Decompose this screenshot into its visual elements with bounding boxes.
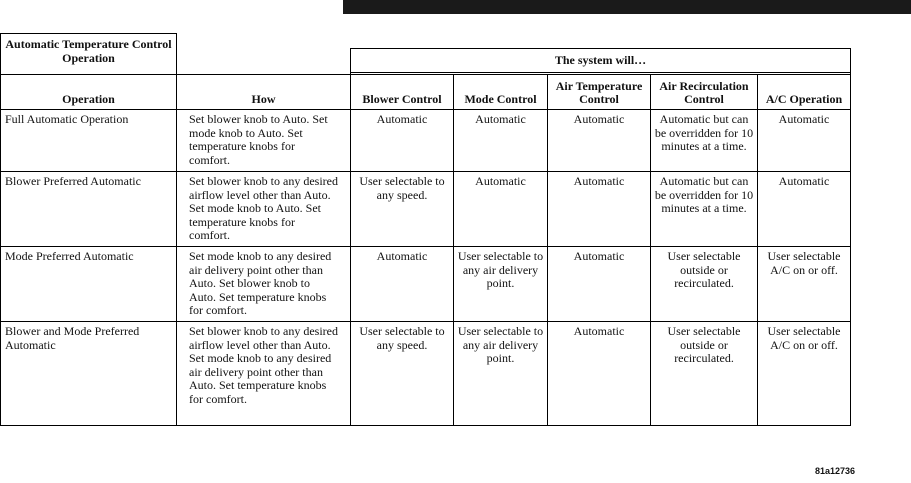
col-header-mode-control: Mode Control <box>454 75 548 110</box>
cell-air-recirculation-control: Automatic but can be overridden for 10 minutes at a time. <box>651 110 758 172</box>
cell-operation: Blower Preferred Automatic <box>1 172 177 247</box>
cell-air-recirculation-control: User selectable outside or recirculated. <box>651 247 758 322</box>
cell-ac-operation: Automatic <box>758 172 851 247</box>
cell-mode-control: Automatic <box>454 110 548 172</box>
table-row <box>1 110 851 172</box>
col-header-ac-operation: A/C Operation <box>758 75 851 110</box>
cell-air-temperature-control: Automatic <box>548 322 651 426</box>
table-row <box>1 322 851 426</box>
cell-operation: Blower and Mode Preferred Automatic <box>1 322 177 426</box>
table-row <box>1 247 851 322</box>
header-bar <box>343 0 911 14</box>
cell-operation: Mode Preferred Automatic <box>1 247 177 322</box>
cell-operation: Full Automatic Operation <box>1 110 177 172</box>
table-row <box>1 172 851 247</box>
col-header-how: How <box>177 75 351 110</box>
col-header-operation: Operation <box>1 75 177 110</box>
cell-ac-operation: Automatic <box>758 110 851 172</box>
col-header-air-temperature-control: Air Temperature Control <box>548 75 651 110</box>
cell-air-temperature-control: Automatic <box>548 172 651 247</box>
cell-how: Set blower knob to Auto. Set mode knob to Auto. Set temperature knobs for comfort. <box>177 110 351 172</box>
figure-code: 81a12736 <box>814 466 855 476</box>
cell-mode-control: User selectable to any air delivery point. <box>454 247 548 322</box>
cell-how: Set mode knob to any desired air delivery point other than Auto. Set blower knob to Auto. Set temperature knobs for comfort. <box>177 247 351 322</box>
cell-how: Set blower knob to any desired airflow level other than Auto. Set mode knob to Auto. Set temperature knobs for comfort. <box>177 172 351 247</box>
cell-air-temperature-control: Automatic <box>548 110 651 172</box>
spacer <box>177 49 351 73</box>
cell-blower-control: User selectable to any speed. <box>351 322 454 426</box>
cell-mode-control: User selectable to any air delivery point. <box>454 322 548 426</box>
spacer <box>177 34 851 49</box>
atc-operation-table <box>0 33 851 426</box>
cell-air-temperature-control: Automatic <box>548 247 651 322</box>
cell-mode-control: Automatic <box>454 172 548 247</box>
col-header-air-recirculation-control: Air Recirculation Control <box>651 75 758 110</box>
col-header-blower-control: Blower Control <box>351 75 454 110</box>
cell-air-recirculation-control: Automatic but can be overridden for 10 minutes at a time. <box>651 172 758 247</box>
cell-ac-operation: User selectable A/C on or off. <box>758 247 851 322</box>
table-title: Automatic Temperature Control Operation <box>1 34 177 75</box>
cell-how: Set blower knob to any desired airflow level other than Auto. Set mode knob to any desired air delivery point other than Auto. Set temperature knobs for comfort. <box>177 322 351 426</box>
cell-air-recirculation-control: User selectable outside or recirculated. <box>651 322 758 426</box>
system-will-header: The system will… <box>351 49 851 73</box>
cell-ac-operation: User selectable A/C on or off. <box>758 322 851 426</box>
cell-blower-control: Automatic <box>351 110 454 172</box>
cell-blower-control: Automatic <box>351 247 454 322</box>
atc-operation-table-frame <box>0 33 851 426</box>
cell-blower-control: User selectable to any speed. <box>351 172 454 247</box>
